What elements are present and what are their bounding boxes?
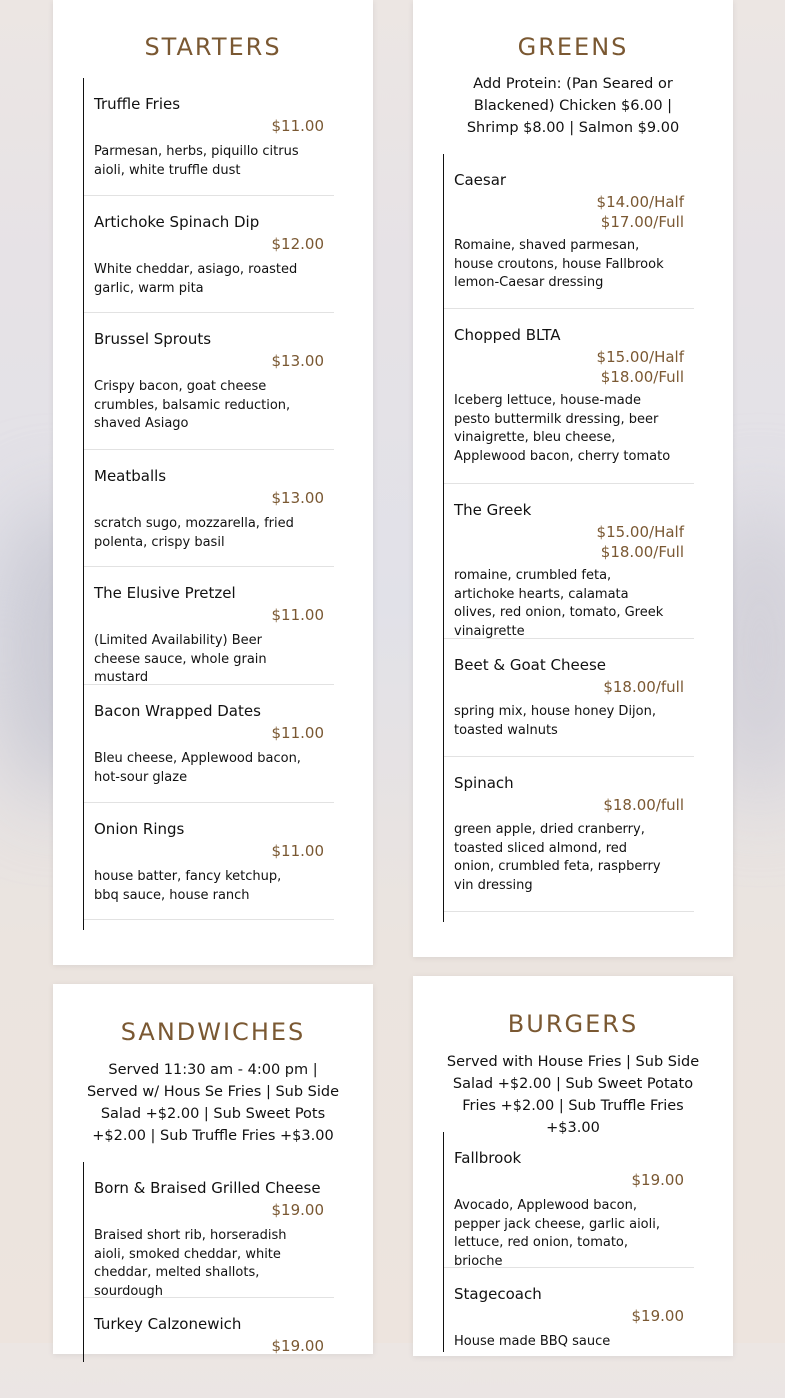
menu-item[interactable]	[84, 196, 334, 313]
item-description: spring mix, house honey Dijon, toasted walnuts	[454, 704, 656, 738]
item-name: The Elusive Pretzel	[94, 584, 236, 602]
item-name: Chopped BLTA	[454, 326, 561, 344]
item-description: romaine, crumbled feta, artichoke hearts, calamata olives, red onion, tomato, Greek vinaigrette	[454, 568, 664, 639]
menu-item[interactable]	[84, 567, 334, 685]
item-description: house batter, fancy ketchup, bbq sauce, house ranch	[94, 869, 282, 903]
item-price: $12.00	[271, 235, 324, 253]
item-price	[597, 192, 684, 232]
sandwiches-list	[83, 1162, 334, 1362]
menu-item[interactable]	[84, 450, 334, 567]
menu-item[interactable]	[84, 803, 334, 920]
menu-item[interactable]	[84, 313, 334, 450]
menu-item[interactable]	[84, 1298, 334, 1398]
item-name: Caesar	[454, 171, 507, 189]
burgers-card	[413, 976, 733, 1356]
item-price: $19.00	[271, 1201, 324, 1219]
menu-item[interactable]	[444, 639, 694, 757]
section-note: Served 11:30 am - 4:00 pm | Served w/ Hous Se Fries | Sub Side Salad +$2.00 | Sub Sweet Pots +$2.00 | Sub Truffle Fries +$3.00	[86, 1062, 340, 1144]
item-name: Artichoke Spinach Dip	[94, 213, 260, 231]
section-title: BURGERS	[507, 1010, 639, 1038]
item-name: Meatballs	[94, 467, 167, 485]
item-price: $19.00	[631, 1307, 684, 1325]
item-name: Born & Braised Grilled Cheese	[94, 1179, 321, 1197]
item-price: $19.00	[271, 1337, 324, 1355]
starters-list	[83, 78, 334, 930]
item-price: $11.00	[271, 117, 324, 135]
item-price	[597, 347, 684, 387]
menu-item[interactable]	[444, 309, 694, 484]
item-description: (Limited Availability) Beer cheese sauce, whole grain mustard	[94, 633, 267, 685]
item-description: Romaine, shaved parmesan, house croutons, house Fallbrook lemon-Caesar dressing	[454, 238, 664, 290]
item-name: Stagecoach	[454, 1285, 542, 1303]
menu-item[interactable]	[444, 154, 694, 309]
price-half: $14.00/Half	[596, 193, 684, 211]
menu-item[interactable]	[444, 1132, 694, 1268]
item-name: The Greek	[454, 501, 532, 519]
item-name: Onion Rings	[94, 820, 185, 838]
menu-item[interactable]	[84, 78, 334, 196]
price-half: $15.00/Half	[596, 523, 684, 541]
section-note: Served with House Fries | Sub Side Salad +$2.00 | Sub Sweet Potato Fries +$2.00 | Sub Truffle Fries +$3.00	[446, 1054, 700, 1136]
item-name: Turkey Calzonewich	[94, 1315, 242, 1333]
item-description: Avocado, Applewood bacon, pepper jack cheese, garlic aioli, lettuce, red onion, tomato, brioche	[454, 1198, 660, 1269]
sandwiches-card	[53, 984, 373, 1354]
menu-item[interactable]	[444, 484, 694, 639]
item-description: scratch sugo, mozzarella, fried polenta, crispy basil	[94, 516, 294, 550]
menu-item[interactable]	[444, 1268, 694, 1368]
item-price: $11.00	[271, 606, 324, 624]
section-title: STARTERS	[144, 33, 282, 61]
item-price: $13.00	[271, 489, 324, 507]
section-note: Add Protein: (Pan Seared or Blackened) Chicken $6.00 | Shrimp $8.00 | Salmon $9.00	[466, 76, 680, 136]
item-price: $13.00	[271, 352, 324, 370]
price-full: $17.00/Full	[600, 213, 684, 231]
item-price	[597, 522, 684, 562]
burgers-list	[443, 1132, 694, 1352]
item-price: $19.00	[631, 1171, 684, 1189]
item-price: $18.00/full	[603, 678, 684, 696]
price-half: $15.00/Half	[596, 348, 684, 366]
item-description: Iceberg lettuce, house-made pesto buttermilk dressing, beer vinaigrette, bleu cheese, Applewood bacon, cherry tomato	[454, 393, 671, 464]
greens-card	[413, 0, 733, 957]
item-description: White cheddar, asiago, roasted garlic, warm pita	[94, 262, 298, 296]
item-price: $11.00	[271, 724, 324, 742]
item-description: green apple, dried cranberry, toasted sliced almond, red onion, crumbled feta, raspberry vin dressing	[454, 822, 661, 893]
item-description: Crispy bacon, goat cheese crumbles, balsamic reduction, shaved Asiago	[94, 379, 291, 431]
section-title: GREENS	[517, 33, 629, 61]
menu-item[interactable]	[444, 757, 694, 912]
price-full: $18.00/Full	[600, 543, 684, 561]
item-description: Braised short rib, horseradish aioli, smoked cheddar, white cheddar, melted shallots, sourdough	[94, 1228, 287, 1299]
item-name: Truffle Fries	[94, 95, 181, 113]
price-full: $18.00/Full	[600, 368, 684, 386]
item-price: $11.00	[271, 842, 324, 860]
item-name: Beet & Goat Cheese	[454, 656, 606, 674]
item-description: Parmesan, herbs, piquillo citrus aioli, white truffle dust	[94, 144, 299, 178]
item-name: Bacon Wrapped Dates	[94, 702, 261, 720]
item-description: House made BBQ sauce	[454, 1334, 611, 1349]
item-price: $18.00/full	[603, 796, 684, 814]
item-name: Spinach	[454, 774, 514, 792]
item-name: Fallbrook	[454, 1149, 522, 1167]
menu-item[interactable]	[84, 685, 334, 803]
starters-card	[53, 0, 373, 965]
section-title: SANDWICHES	[120, 1018, 306, 1046]
menu-item[interactable]	[84, 1162, 334, 1298]
greens-list	[443, 154, 694, 922]
item-description: Bleu cheese, Applewood bacon, hot-sour glaze	[94, 751, 301, 785]
item-name: Brussel Sprouts	[94, 330, 212, 348]
